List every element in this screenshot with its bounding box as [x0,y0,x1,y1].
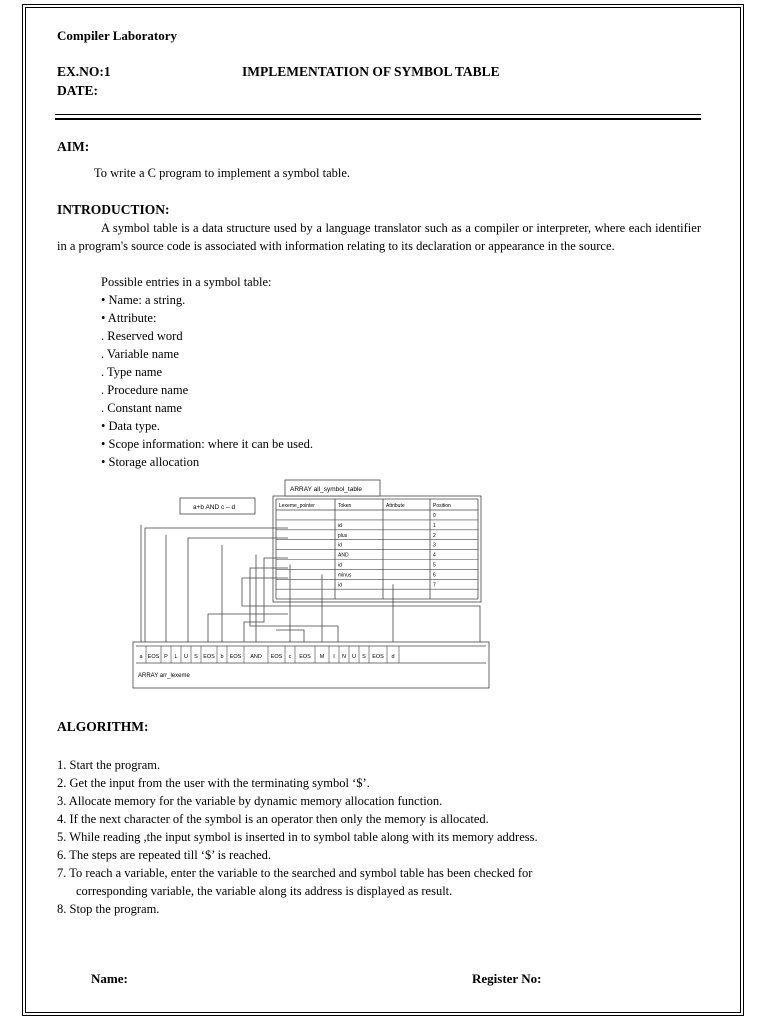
table-cell-token: id [338,542,342,549]
lexeme-cell: EOS [147,654,160,660]
entries-intro: Possible entries in a symbol table: [101,275,272,289]
introduction-text: A symbol table is a data structure used by a language translator such as a compiler or interpreter, where each identifier in a program's source code is associated with information relating to its declaration or appearance in the source. [57,221,701,253]
list-item: 4. If the next character of the symbol is an operator then only the memory is allocated. [57,812,489,826]
list-item: 2. Get the input from the user with the terminating symbol ‘$’. [57,776,370,790]
column-header: Lexeme_pointer [279,503,315,509]
lexeme-cell: EOS [203,654,215,660]
list-item: 3. Allocate memory for the variable by dynamic memory allocation function. [57,794,443,808]
list-item: . Variable name [101,347,179,361]
header-rule-thick [55,118,701,120]
list-item: 6. The steps are repeated till ‘$’ is reached. [57,848,272,862]
pointer-line [242,578,480,642]
list-item: corresponding variable, the variable along its address is displayed as result. [76,884,453,898]
lexeme-cell: c [288,654,292,660]
table-cell-token: plus [338,532,348,539]
list-item: 7. To reach a variable, enter the variable to the searched and symbol table has been checked for [57,866,533,880]
exercise-number: EX.NO:1 [57,64,111,79]
list-item: . Reserved word [101,329,183,343]
lab-name: Compiler Laboratory [57,28,177,43]
table-cell-token: id [338,582,342,589]
symbol-table-box [273,496,481,602]
lexeme-cell: M [319,654,325,660]
lexeme-cell: EOS [299,654,311,660]
pointer-line [145,528,288,642]
register-number-label: Register No: [472,971,542,986]
lexeme-cell: S [194,654,198,660]
header-rule-thin [55,114,701,115]
lexeme-array-box [133,642,489,688]
lexeme-cell: U [352,654,356,660]
list-item: . Procedure name [101,383,189,397]
aim-text: To write a C program to implement a symbol table. [94,166,351,180]
lexeme-cell: b [220,654,224,660]
algorithm-heading: ALGORITHM: [57,719,149,734]
list-item: • Data type. [101,419,160,433]
symbol-table-title: ARRAY all_symbol_table [290,486,363,493]
list-item: • Name: a string. [101,293,186,307]
list-item: • Attribute: [101,311,157,325]
name-label: Name: [91,971,128,986]
lexeme-cell: I [333,654,335,660]
table-cell-position: 0 [433,513,436,519]
table-cell-position: 7 [433,582,436,589]
list-item: . Constant name [101,401,182,415]
list-item: 8. Stop the program. [57,902,160,916]
page-title: IMPLEMENTATION OF SYMBOL TABLE [242,64,500,79]
algorithm-steps [57,756,538,918]
table-cell-token: id [338,562,342,569]
column-header: Attribute [386,503,405,509]
pointer-line [244,558,288,642]
table-cell-position: 6 [433,572,436,579]
list-item: 5. While reading ,the input symbol is inserted in to symbol table along with its memory address. [57,830,538,844]
symbol-table-entries-list [101,273,313,471]
table-cell-token: AND [338,552,349,559]
aim-heading: AIM: [57,139,90,154]
lexeme-cell: P [164,654,168,660]
introduction-paragraph [57,220,701,255]
table-cell-position: 3 [433,542,436,549]
lexeme-cell: a [139,654,143,660]
list-item: . Type name [101,365,163,379]
lexeme-cell: U [184,654,188,660]
lexeme-cell: EOS [372,654,384,660]
list-item: 1. Start the program. [57,758,161,772]
table-cell-position: 4 [433,552,436,559]
lexeme-cell: N [342,654,346,660]
lexeme-cell: AND [250,654,262,660]
list-item: • Storage allocation [101,455,200,469]
date-label: DATE: [57,83,99,98]
column-header: Position [433,503,451,509]
table-cell-token: id [338,522,342,529]
list-item: • Scope information: where it can be used. [101,437,313,451]
column-header: Token [338,503,352,509]
expression-text: a+b AND c – d [193,504,236,511]
table-cell-token: minus [338,572,352,579]
symbol-table-diagram [130,476,492,694]
introduction-heading: INTRODUCTION: [57,202,170,217]
lexeme-cell: L [174,654,178,660]
lexeme-cell: EOS [229,654,242,660]
lexeme-cell: d [391,654,395,660]
pointer-line [208,614,288,642]
lexeme-array-label: ARRAY arr_lexeme [138,673,190,679]
lexeme-cell: EOS [270,654,283,660]
lexeme-cell: S [362,654,366,660]
table-cell-position: 2 [433,532,436,539]
table-cell-position: 1 [433,522,436,529]
table-cell-position: 5 [433,562,436,569]
